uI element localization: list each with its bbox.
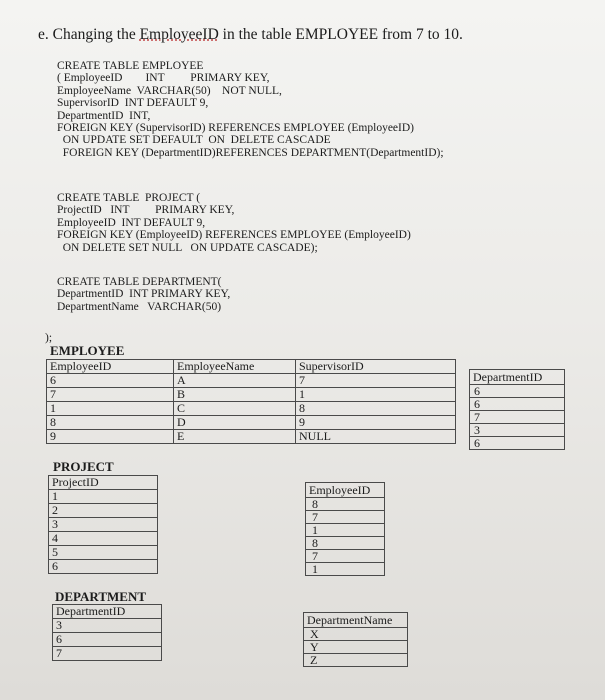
table-cell: Y bbox=[303, 641, 408, 654]
table-cell: 4 bbox=[49, 532, 158, 546]
table-cell: Z bbox=[303, 654, 408, 667]
table-cell: 2 bbox=[49, 504, 158, 518]
table-cell: 7 bbox=[469, 411, 565, 424]
table-cell: 3 bbox=[49, 518, 158, 532]
employee-department-column bbox=[469, 369, 565, 450]
employee-table bbox=[46, 359, 456, 444]
table-header-row bbox=[53, 605, 162, 619]
table-header-row bbox=[49, 476, 158, 490]
project-table-label: PROJECT bbox=[53, 459, 114, 474]
table-cell: 7 bbox=[305, 511, 385, 524]
table-cell: 6 bbox=[49, 560, 158, 574]
table-cell: 1 bbox=[296, 388, 456, 402]
department-ids-table bbox=[52, 604, 162, 661]
column-header: DepartmentName bbox=[303, 612, 408, 628]
table-row bbox=[49, 546, 158, 560]
table-cell: 9 bbox=[47, 430, 174, 444]
department-ddl: CREATE TABLE DEPARTMENT( DepartmentID INT PRIMARY KEY, DepartmentName VARCHAR(50) bbox=[57, 276, 231, 313]
table-cell: 1 bbox=[305, 524, 385, 537]
department-name-column bbox=[303, 612, 408, 667]
table-cell: D bbox=[174, 416, 296, 430]
column-header: SupervisorID bbox=[296, 360, 456, 374]
table-row bbox=[49, 532, 158, 546]
employee-ddl: CREATE TABLE EMPLOYEE ( EmployeeID INT PRIMARY KEY, EmployeeName VARCHAR(50) NOT NULL, SupervisorID INT DEFAULT 9, DepartmentID INT, FOREIGN KEY (SupervisorID) REFERENCES EMPLOYEE (EmployeeID) ON UPDATE SET DEFAULT ON DELETE CASCADE FOREIGN KEY (DepartmentID)REFERENCES DEPARTMENT(DepartmentID); bbox=[57, 60, 444, 159]
table-cell: 1 bbox=[49, 490, 158, 504]
employee-table-label: EMPLOYEE bbox=[50, 343, 125, 358]
table-cell: 6 bbox=[469, 398, 565, 411]
question-heading bbox=[38, 26, 463, 44]
table-cell: 7 bbox=[305, 550, 385, 563]
table-cell: E bbox=[174, 430, 296, 444]
table-cell: 6 bbox=[53, 633, 162, 647]
heading-suffix: in the table EMPLOYEE from 7 to 10. bbox=[218, 26, 463, 43]
table-row bbox=[49, 504, 158, 518]
table-cell: 8 bbox=[305, 498, 385, 511]
column-header: EmployeeName bbox=[174, 360, 296, 374]
table-row bbox=[49, 560, 158, 574]
table-cell: 9 bbox=[296, 416, 456, 430]
table-cell: 7 bbox=[53, 647, 162, 661]
table-cell: 3 bbox=[53, 619, 162, 633]
table-row bbox=[49, 490, 158, 504]
table-cell: 8 bbox=[296, 402, 456, 416]
table-row bbox=[53, 619, 162, 633]
table-cell: 6 bbox=[469, 437, 565, 450]
table-row bbox=[47, 416, 456, 430]
column-header: ProjectID bbox=[49, 476, 158, 490]
ddl-close: ); bbox=[45, 332, 53, 344]
table-cell: B bbox=[174, 388, 296, 402]
table-cell: 7 bbox=[296, 374, 456, 388]
table-cell: A bbox=[174, 374, 296, 388]
project-ddl: CREATE TABLE PROJECT ( ProjectID INT PRIMARY KEY, EmployeeID INT DEFAULT 9, FOREIGN KEY (EmployeeID) REFERENCES EMPLOYEE (EmployeeID) ON DELETE SET NULL ON UPDATE CASCADE); bbox=[57, 192, 411, 254]
table-cell: X bbox=[303, 628, 408, 641]
table-header-row bbox=[47, 360, 456, 374]
project-employee-column bbox=[305, 482, 385, 576]
heading-column-name: EmployeeID bbox=[139, 26, 219, 43]
table-cell: 6 bbox=[469, 385, 565, 398]
table-cell: 3 bbox=[469, 424, 565, 437]
column-header: EmployeeID bbox=[305, 482, 385, 498]
table-cell: 1 bbox=[47, 402, 174, 416]
table-cell: 7 bbox=[47, 388, 174, 402]
table-row bbox=[47, 430, 456, 444]
table-row bbox=[47, 374, 456, 388]
table-cell: NULL bbox=[296, 430, 456, 444]
table-cell: C bbox=[174, 402, 296, 416]
table-row bbox=[47, 388, 456, 402]
table-cell: 5 bbox=[49, 546, 158, 560]
department-table-label: DEPARTMENT bbox=[55, 589, 147, 604]
column-header: DepartmentID bbox=[469, 369, 565, 385]
table-row bbox=[53, 647, 162, 661]
heading-prefix: e. Changing the bbox=[38, 26, 140, 43]
table-cell: 8 bbox=[305, 537, 385, 550]
table-cell: 8 bbox=[47, 416, 174, 430]
project-ids-table bbox=[48, 475, 158, 574]
table-row bbox=[53, 633, 162, 647]
table-cell: 6 bbox=[47, 374, 174, 388]
table-row bbox=[47, 402, 456, 416]
column-header: EmployeeID bbox=[47, 360, 174, 374]
table-cell: 1 bbox=[305, 563, 385, 576]
column-header: DepartmentID bbox=[53, 605, 162, 619]
table-row bbox=[49, 518, 158, 532]
